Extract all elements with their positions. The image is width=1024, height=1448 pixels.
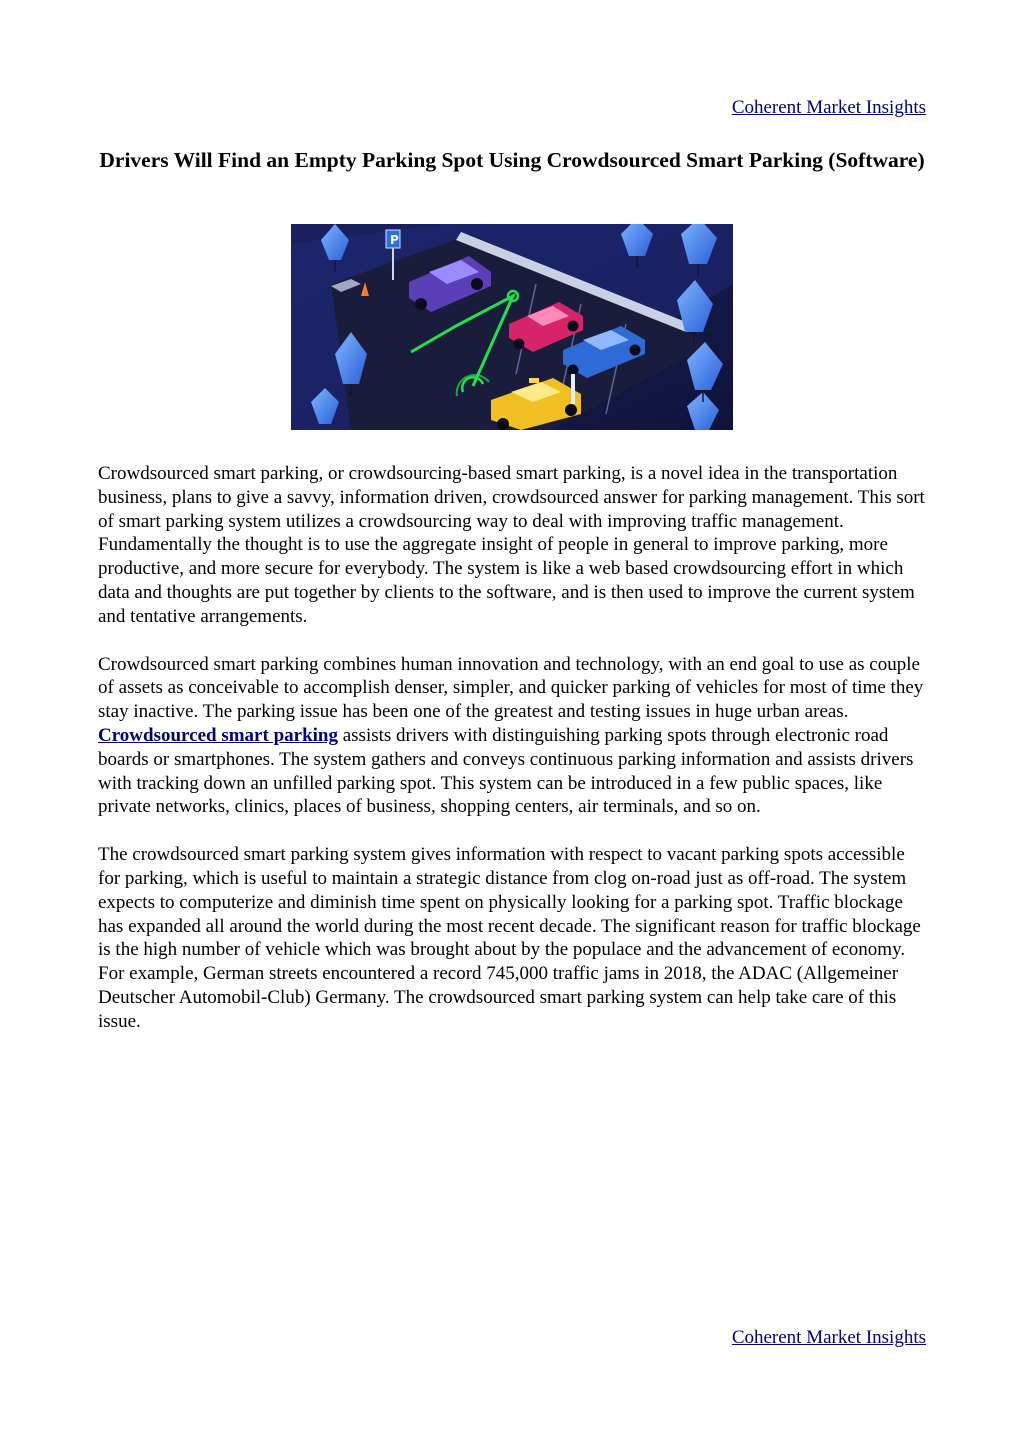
paragraph-2: [98, 653, 930, 820]
footer-site-link[interactable]: Coherent Market Insights: [731, 1327, 926, 1348]
article-title: Drivers Will Find an Empty Parking Spot Using Crowdsourced Smart Parking (Software): [99, 148, 925, 172]
paragraph-1: Crowdsourced smart parking, or crowdsourcing-based smart parking, is a novel idea in the transportation business, plans to give a savvy, information driven, crowdsourced answer for parking management. This sort of smart parking system utilizes a crowdsourcing way to deal with improving traffic management. Fundamentally the thought is to use the aggregate insight of people in general to improve parking, more productive, and more secure for everybody. The system is like a web based crowdsourcing effort in which data and thoughts are put together by clients to the software, and is then used to improve the current system and tentative arrangements.: [98, 463, 925, 627]
paragraph-2-text-before: Crowdsourced smart parking combines human innovation and technology, with an end goal to use as couple of assets as conceivable to accomplish denser, simpler, and quicker parking of vehicles for most of time they stay inactive. The parking issue has been one of the greatest and testing issues in huge urban areas.: [98, 653, 924, 723]
paragraph-2-text-after: assists drivers with distinguishing parking spots through electronic road boards or smartphones. The system gathers and conveys continuous parking information and assists drivers with tracking down an unfilled parking spot. This system can be introduced in a few public spaces, like private networks, clinics, places of business, shopping centers, air terminals, and so on.: [98, 724, 914, 818]
paragraph-3: The crowdsourced smart parking system gives information with respect to vacant parking spots accessible for parking, which is useful to maintain a strategic distance from clog on-road just as off-road. The system expects to computerize and diminish time spent on physically looking for a parking spot. Traffic blockage has expanded all around the world during the most recent decade. The significant reason for traffic blockage is the high number of vehicle which was brought about by the populace and the advancement of economy. For example, German streets encountered a record 745,000 traffic jams in 2018, the ADAC (Allgemeiner Deutscher Automobil-Club) Germany. The crowdsourced smart parking system can help take care of this issue.: [98, 844, 921, 1032]
crowdsourced-smart-parking-link[interactable]: Crowdsourced smart parking: [98, 724, 338, 746]
article-body: [98, 462, 930, 1058]
parking-illustration: [291, 224, 733, 430]
svg-text:P: P: [390, 233, 399, 247]
header-site-link[interactable]: Coherent Market Insights: [731, 97, 926, 118]
